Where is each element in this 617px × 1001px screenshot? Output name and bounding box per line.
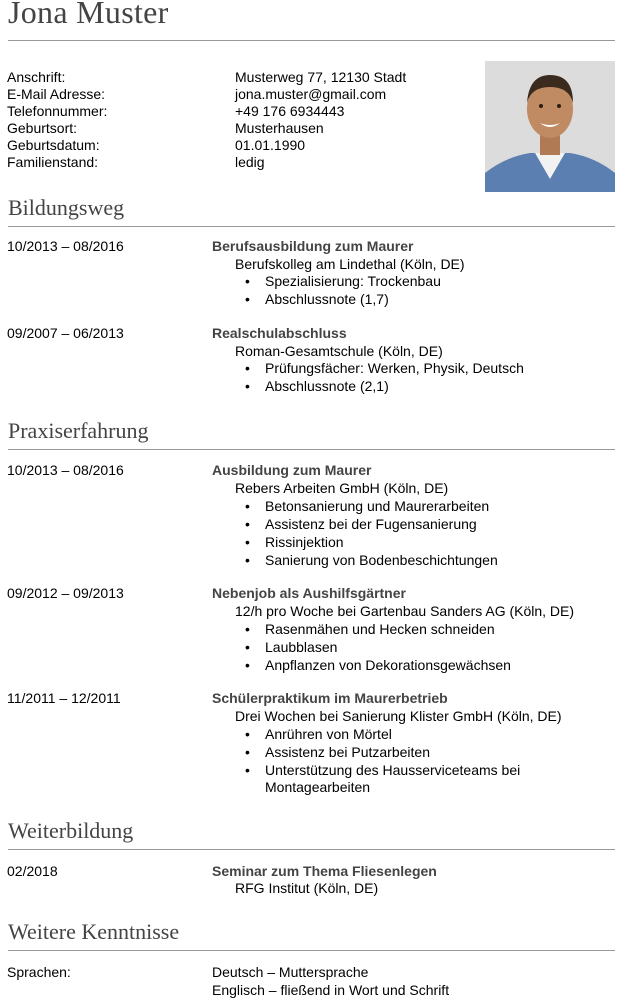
birthplace-value: Musterhausen (235, 120, 324, 136)
entry-date: 10/2013 – 08/2016 (7, 238, 124, 254)
entry-date: 11/2011 – 12/2011 (7, 690, 121, 706)
entry-title: Ausbildung zum Maurer (212, 462, 372, 478)
training-heading: Weiterbildung (8, 818, 134, 843)
phone-label: Telefonnummer: (7, 103, 108, 119)
list-item: • Rissinjektion (245, 534, 344, 550)
list-item: • Anrühren von Mörtel (245, 726, 392, 742)
entry-date: 02/2018 (7, 863, 58, 879)
list-item: • Abschlussnote (2,1) (245, 378, 389, 394)
cv-name: Jona Muster (8, 0, 169, 30)
list-item: • Assistenz bei Putzarbeiten (245, 744, 430, 760)
language-item: Englisch – fließend in Wort und Schrift (212, 982, 450, 998)
list-item: • Assistenz bei der Fugensanierung (245, 516, 477, 532)
profile-photo (485, 61, 615, 192)
entry-date: 09/2012 – 09/2013 (7, 585, 124, 601)
divider (8, 449, 615, 450)
entry-institution: Berufskolleg am Lindethal (Köln, DE) (235, 256, 465, 272)
entry-title: Seminar zum Thema Fliesenlegen (212, 863, 437, 879)
address-label: Anschrift: (7, 69, 66, 85)
entry-date: 10/2013 – 08/2016 (7, 462, 124, 478)
list-item: • Spezialisierung: Trockenbau (245, 273, 441, 289)
list-item-continuation: Montagearbeiten (265, 779, 371, 795)
marital-value: ledig (235, 154, 265, 170)
divider (8, 950, 615, 951)
birthdate-label: Geburtsdatum: (7, 137, 100, 153)
entry-institution: Roman-Gesamtschule (Köln, DE) (235, 343, 443, 359)
list-item: • Prüfungsfächer: Werken, Physik, Deutsch (245, 360, 524, 376)
entry-date: 09/2007 – 06/2013 (7, 325, 124, 341)
list-item: • Abschlussnote (1,7) (245, 291, 389, 307)
education-heading: Bildungsweg (8, 195, 125, 220)
entry-title: Realschulabschluss (212, 325, 347, 341)
divider (8, 226, 615, 227)
list-item: • Rasenmähen und Hecken schneiden (245, 621, 495, 637)
entry-title: Nebenjob als Aushilfsgärtner (212, 585, 406, 601)
entry-company: Drei Wochen bei Sanierung Klister GmbH (Köln, DE) (235, 708, 562, 724)
entry-company: 12/h pro Woche bei Gartenbau Sanders AG (Köln, DE) (235, 603, 575, 619)
phone-value: +49 176 6934443 (235, 103, 345, 119)
birthdate-value: 01.01.1990 (235, 137, 306, 153)
list-item: • Sanierung von Bodenbeschichtungen (245, 552, 498, 568)
entry-title: Berufsausbildung zum Maurer (212, 238, 414, 254)
list-item: • Anpflanzen von Dekorationsgewächsen (245, 657, 511, 673)
list-item: • Unterstützung des Hausserviceteams bei (245, 762, 521, 778)
email-value: jona.muster@gmail.com (235, 86, 387, 102)
entry-company: Rebers Arbeiten GmbH (Köln, DE) (235, 480, 449, 496)
languages-label: Sprachen: (7, 964, 71, 980)
birthplace-label: Geburtsort: (7, 120, 78, 136)
marital-label: Familienstand: (7, 154, 99, 170)
email-label: E-Mail Adresse: (7, 86, 106, 102)
list-item: • Laubblasen (245, 639, 338, 655)
divider (8, 40, 615, 41)
entry-institution: RFG Institut (Köln, DE) (235, 880, 379, 896)
language-item: Deutsch – Muttersprache (212, 964, 369, 980)
list-item: • Betonsanierung und Maurerarbeiten (245, 498, 490, 514)
entry-title: Schülerpraktikum im Maurerbetrieb (212, 690, 448, 706)
experience-heading: Praxiserfahrung (8, 418, 149, 443)
address-value: Musterweg 77, 12130 Stadt (235, 69, 407, 85)
divider (8, 849, 615, 850)
skills-heading: Weitere Kenntnisse (8, 919, 180, 944)
